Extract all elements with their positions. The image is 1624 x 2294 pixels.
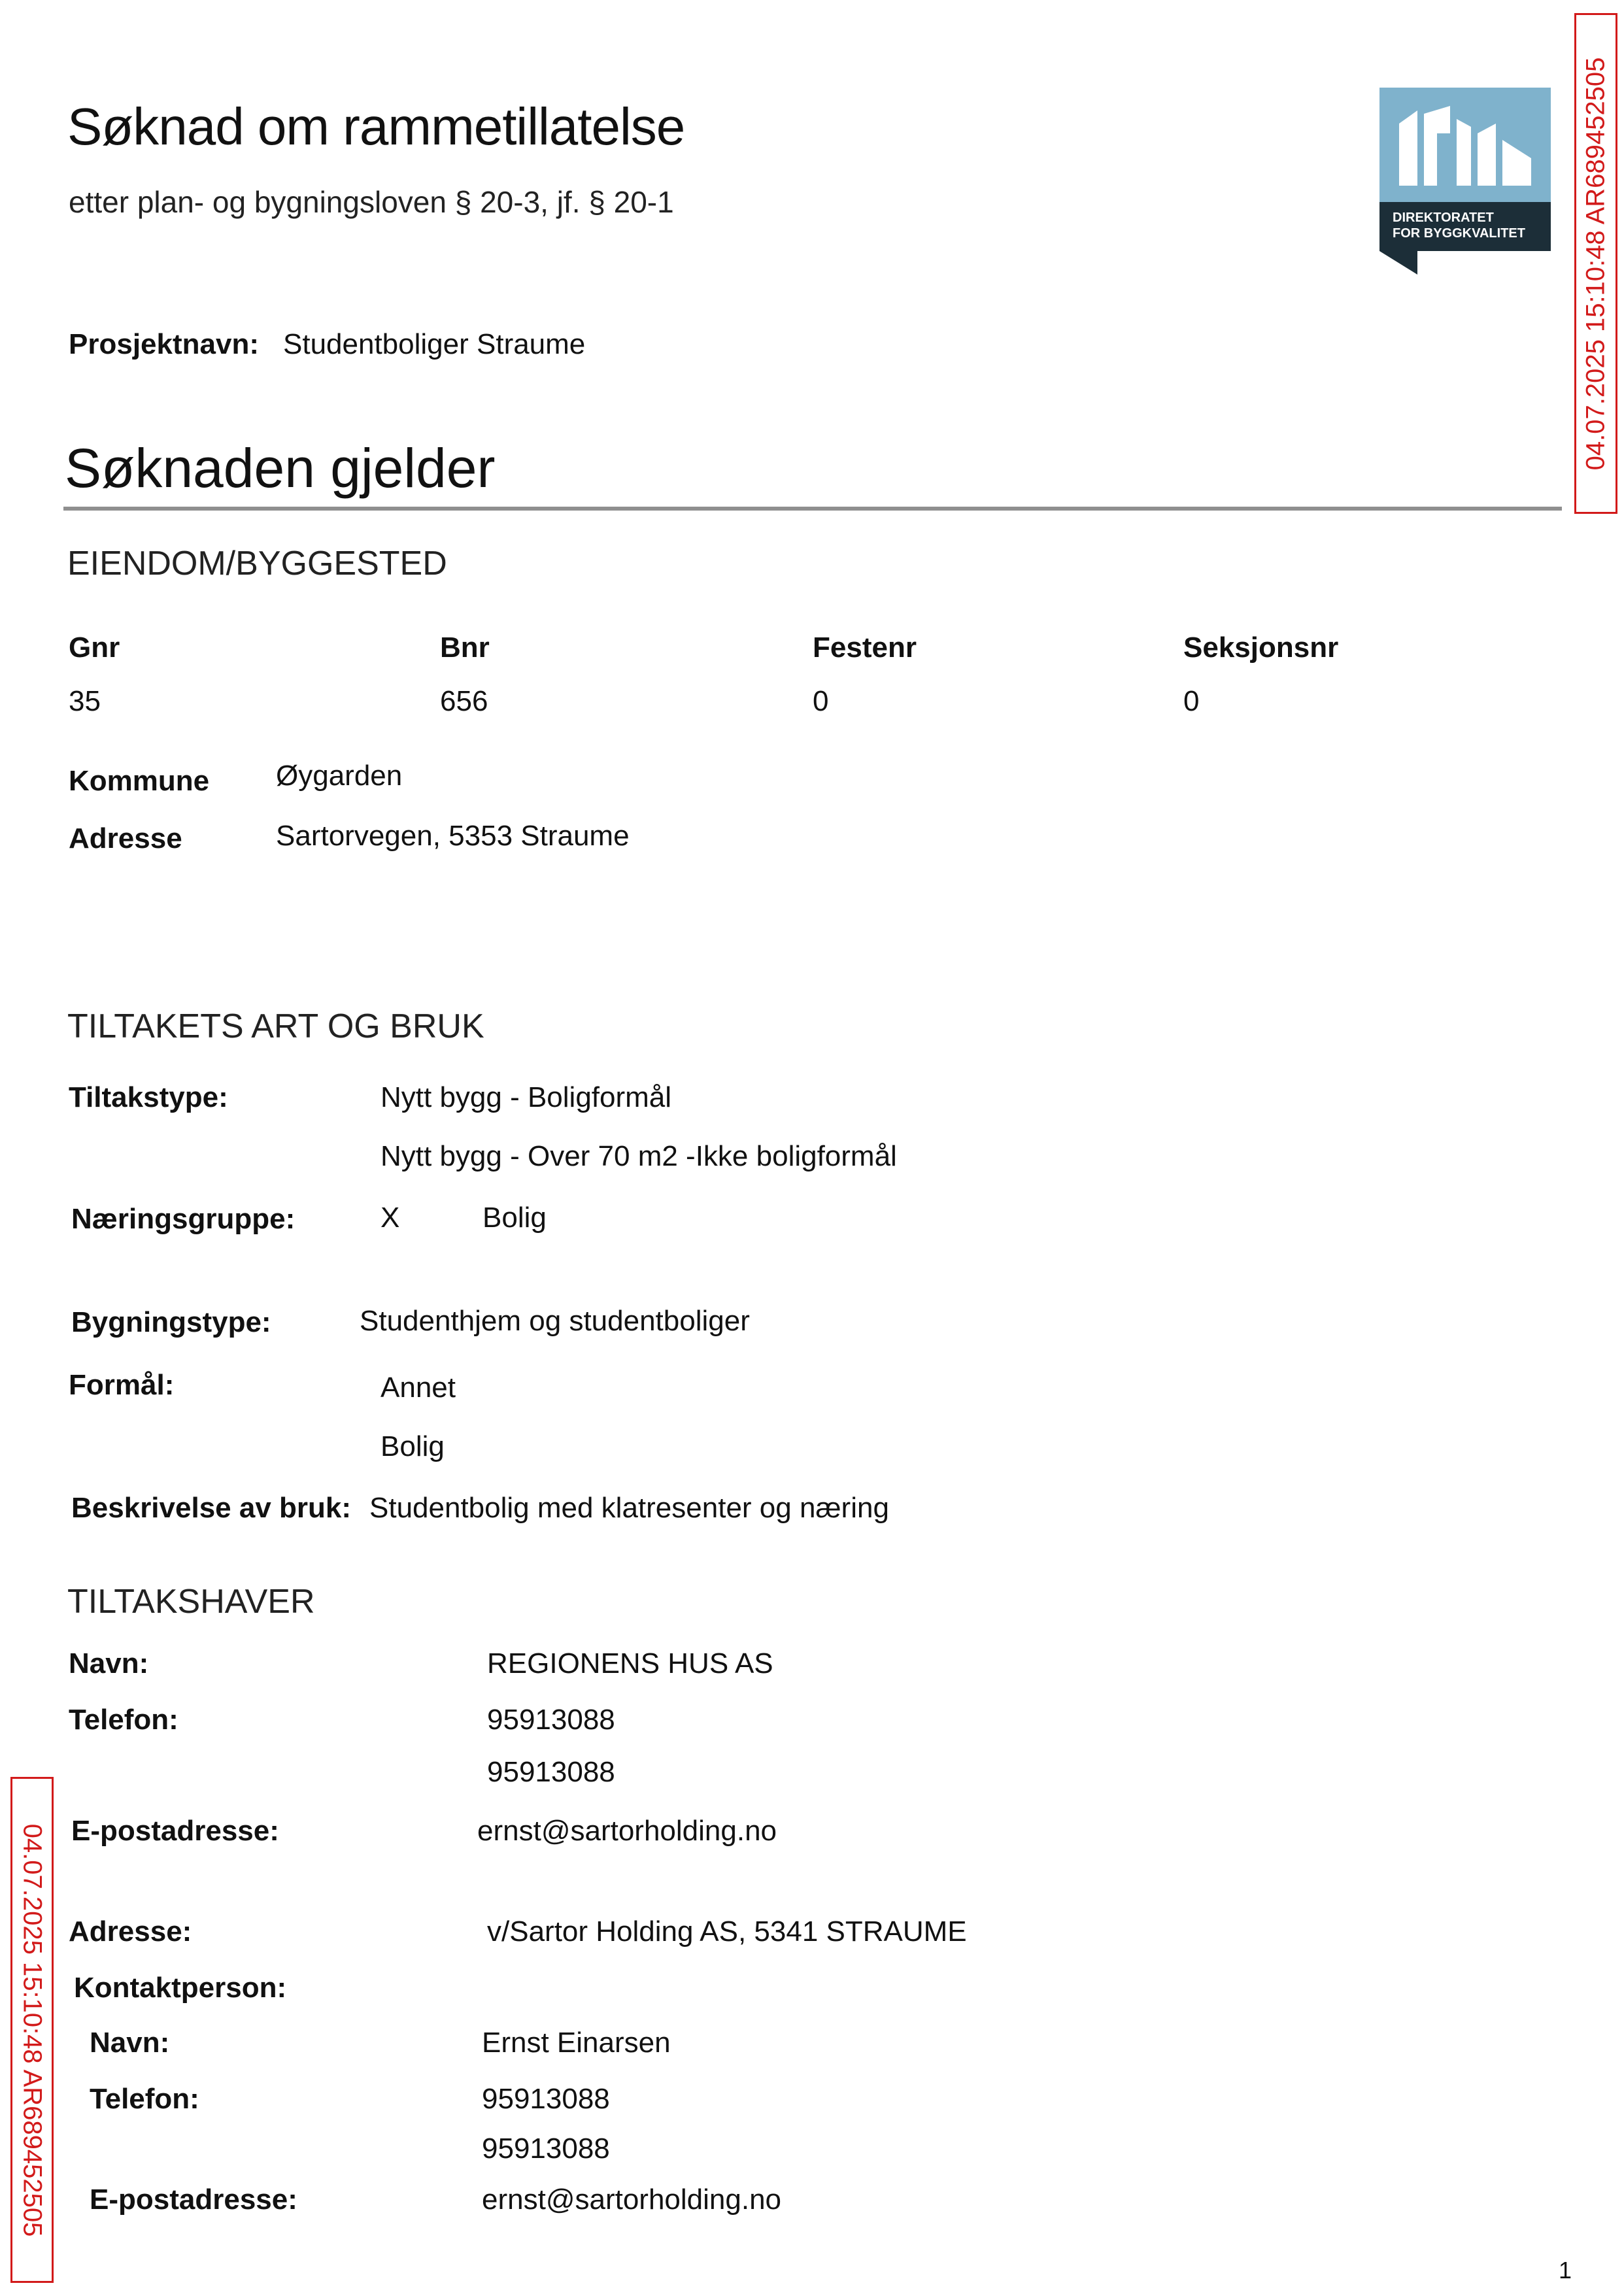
formal-value-1: Annet xyxy=(381,1372,456,1404)
section-title: Søknaden gjelder xyxy=(65,437,496,499)
bnr-label: Bnr xyxy=(440,632,490,664)
festenr-value: 0 xyxy=(813,685,829,717)
project-value: Studentboliger Straume xyxy=(283,328,586,360)
gnr-value: 35 xyxy=(69,685,101,717)
logo-line-1: DIREKTORATET xyxy=(1393,211,1494,225)
tiltakshaver-telefon-value-2: 95913088 xyxy=(487,1756,615,1788)
document-subtitle: etter plan- og bygningsloven § 20-3, jf. § 20-1 xyxy=(69,185,674,219)
adresse-label: Adresse xyxy=(69,822,182,854)
kommune-value: Øygarden xyxy=(276,760,403,792)
tiltakshaver-adresse-value: v/Sartor Holding AS, 5341 STRAUME xyxy=(487,1915,967,1948)
tiltakshaver-navn-value: REGIONENS HUS AS xyxy=(487,1647,773,1679)
tiltakshaver-epost-label: E-postadresse: xyxy=(71,1815,279,1847)
beskrivelse-label: Beskrivelse av bruk: xyxy=(71,1492,352,1524)
stamp-text-right: 04.07.2025 15:10:48 AR689452505 xyxy=(1581,57,1610,470)
naeringsgruppe-code: X xyxy=(381,1202,400,1234)
kontaktperson-label: Kontaktperson: xyxy=(74,1972,287,2004)
kontakt-navn-value: Ernst Einarsen xyxy=(482,2027,671,2059)
logo-graphic xyxy=(1379,88,1551,202)
naeringsgruppe-label: Næringsgruppe: xyxy=(71,1203,296,1235)
logo-wordmark xyxy=(1379,202,1551,251)
property-heading: EIENDOM/BYGGESTED xyxy=(67,545,447,582)
tiltakstype-label: Tiltakstype: xyxy=(69,1081,228,1113)
seksjonsnr-value: 0 xyxy=(1183,685,1200,717)
bygningstype-value: Studenthjem og studentboliger xyxy=(360,1305,750,1337)
stamp-text-left: 04.07.2025 15:10:48 AR689452505 xyxy=(18,1823,47,2236)
tiltak-heading: TILTAKETS ART OG BRUK xyxy=(67,1007,484,1045)
formal-value-2: Bolig xyxy=(381,1430,445,1462)
kontakt-navn-label: Navn: xyxy=(90,2027,170,2059)
tiltakshaver-telefon-value-1: 95913088 xyxy=(487,1704,615,1736)
document-title: Søknad om rammetillatelse xyxy=(67,97,685,156)
tiltakstype-value-1: Nytt bygg - Boligformål xyxy=(381,1081,672,1113)
gnr-label: Gnr xyxy=(69,632,120,664)
kontakt-telefon-value-1: 95913088 xyxy=(482,2083,610,2115)
tiltakshaver-epost-value: ernst@sartorholding.no xyxy=(477,1815,777,1847)
tiltakshaver-adresse-label: Adresse: xyxy=(69,1915,192,1948)
seksjonsnr-label: Seksjonsnr xyxy=(1183,632,1339,664)
section-divider xyxy=(63,507,1562,511)
timestamp-stamp-left xyxy=(10,1777,54,2283)
timestamp-stamp-right xyxy=(1574,13,1617,514)
project-label: Prosjektnavn: xyxy=(69,328,259,360)
bygningstype-label: Bygningstype: xyxy=(71,1306,271,1338)
kommune-label: Kommune xyxy=(69,765,210,797)
formal-label: Formål: xyxy=(69,1369,175,1401)
page-number: 1 xyxy=(1559,2257,1572,2284)
logo-tail xyxy=(1379,251,1417,275)
festenr-label: Festenr xyxy=(813,632,917,664)
kontakt-telefon-label: Telefon: xyxy=(90,2083,199,2115)
naeringsgruppe-value: Bolig xyxy=(482,1202,547,1234)
kontakt-telefon-value-2: 95913088 xyxy=(482,2133,610,2165)
dibk-logo xyxy=(1379,88,1551,276)
kontakt-epost-value: ernst@sartorholding.no xyxy=(482,2184,782,2216)
tiltakshaver-telefon-label: Telefon: xyxy=(69,1704,178,1736)
buildings-icon xyxy=(1379,88,1551,202)
kontakt-epost-label: E-postadresse: xyxy=(90,2184,297,2216)
logo-line-2: FOR BYGGKVALITET xyxy=(1393,226,1525,241)
bnr-value: 656 xyxy=(440,685,488,717)
tiltakshaver-heading: TILTAKSHAVER xyxy=(67,1583,315,1621)
tiltakshaver-navn-label: Navn: xyxy=(69,1647,149,1679)
tiltakstype-value-2: Nytt bygg - Over 70 m2 -Ikke boligformål xyxy=(381,1140,897,1172)
adresse-value: Sartorvegen, 5353 Straume xyxy=(276,820,630,852)
beskrivelse-value: Studentbolig med klatresenter og næring xyxy=(369,1492,889,1524)
